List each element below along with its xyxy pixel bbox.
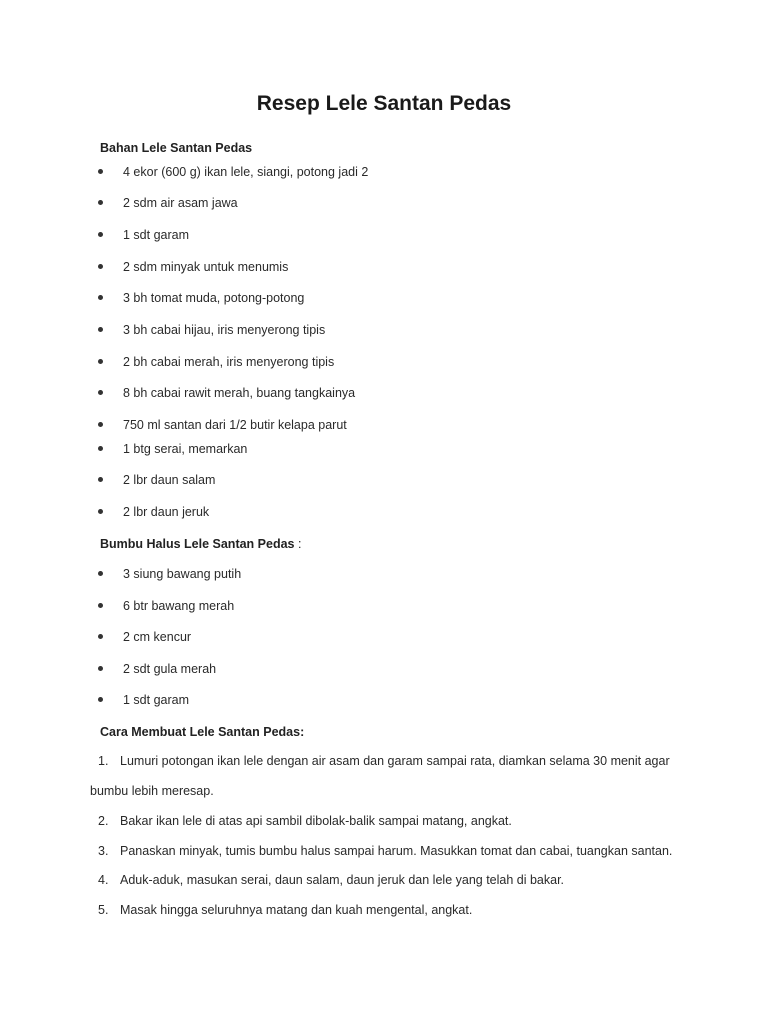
section-heading-bumbu-text: Bumbu Halus Lele Santan Pedas — [100, 537, 295, 551]
section-heading-bumbu — [100, 536, 301, 552]
list-item-text: 2 cm kencur — [123, 630, 192, 644]
list-item — [98, 195, 238, 211]
list-item-text: 1 btg serai, memarkan — [123, 442, 248, 456]
step-text: Bakar ikan lele di atas api sambil dibolak-balik sampai matang, angkat. — [120, 814, 512, 828]
bullet-icon — [98, 603, 103, 608]
list-item — [98, 417, 347, 433]
list-item-text: 2 sdm minyak untuk menumis — [123, 260, 289, 274]
bullet-icon — [98, 295, 103, 300]
list-item — [98, 629, 191, 645]
step-text: Panaskan minyak, tumis bumbu halus sampai harum. Masukkan tomat dan cabai, tuangkan santan. — [120, 844, 673, 858]
step-item — [98, 902, 472, 918]
list-item — [98, 164, 368, 180]
section-heading-cara: Cara Membuat Lele Santan Pedas: — [100, 725, 305, 739]
step-continuation: bumbu lebih meresap. — [90, 784, 214, 798]
bullet-icon — [98, 571, 103, 576]
list-item — [98, 661, 216, 677]
bullet-icon — [98, 232, 103, 237]
list-item-text: 3 bh cabai hijau, iris menyerong tipis — [123, 323, 326, 337]
bullet-icon — [98, 169, 103, 174]
step-number: 1. — [98, 754, 109, 768]
step-number: 5. — [98, 903, 109, 917]
list-item — [98, 354, 334, 370]
bullet-icon — [98, 634, 103, 639]
list-item — [98, 227, 189, 243]
list-item — [98, 290, 304, 306]
bullet-icon — [98, 666, 103, 671]
bullet-icon — [98, 359, 103, 364]
step-number: 2. — [98, 814, 109, 828]
list-item-text: 2 lbr daun jeruk — [123, 505, 210, 519]
list-item-text: 2 lbr daun salam — [123, 473, 216, 487]
list-item — [98, 566, 241, 582]
step-text: Masak hingga seluruhnya matang dan kuah mengental, angkat. — [120, 903, 473, 917]
list-item-text: 2 sdt gula merah — [123, 662, 217, 676]
list-item-text: 3 bh tomat muda, potong-potong — [123, 291, 305, 305]
list-item — [98, 385, 355, 401]
step-number: 3. — [98, 844, 109, 858]
bullet-icon — [98, 697, 103, 702]
bullet-icon — [98, 200, 103, 205]
list-item-text: 8 bh cabai rawit merah, buang tangkainya — [123, 386, 356, 400]
section-heading-bumbu-suffix: : — [294, 537, 302, 551]
list-item — [98, 322, 325, 338]
bullet-icon — [98, 422, 103, 427]
list-item — [98, 472, 215, 488]
step-item — [98, 843, 672, 859]
bullet-icon — [98, 327, 103, 332]
section-heading-bahan: Bahan Lele Santan Pedas — [100, 141, 253, 155]
list-item-text: 3 siung bawang putih — [123, 567, 242, 581]
list-item-text: 750 ml santan dari 1/2 butir kelapa parut — [123, 418, 347, 432]
bullet-icon — [98, 390, 103, 395]
list-item — [98, 692, 189, 708]
list-item-text: 1 sdt garam — [123, 693, 190, 707]
bullet-icon — [98, 477, 103, 482]
list-item — [98, 441, 247, 457]
bullet-icon — [98, 446, 103, 451]
list-item — [98, 504, 209, 520]
bullet-icon — [98, 509, 103, 514]
list-item-text: 6 btr bawang merah — [123, 599, 235, 613]
step-item — [98, 753, 670, 769]
step-number: 4. — [98, 873, 109, 887]
list-item-text: 1 sdt garam — [123, 228, 190, 242]
list-item-text: 2 sdm air asam jawa — [123, 196, 238, 210]
list-item — [98, 259, 288, 275]
list-item — [98, 598, 234, 614]
step-item — [98, 813, 512, 829]
step-text: Lumuri potongan ikan lele dengan air asam dan garam sampai rata, diamkan selama 30 menit agar — [120, 754, 670, 768]
list-item-text: 4 ekor (600 g) ikan lele, siangi, potong jadi 2 — [123, 165, 369, 179]
step-text: Aduk-aduk, masukan serai, daun salam, daun jeruk dan lele yang telah di bakar. — [120, 873, 565, 887]
list-item-text: 2 bh cabai merah, iris menyerong tipis — [123, 355, 335, 369]
bullet-icon — [98, 264, 103, 269]
page-title: Resep Lele Santan Pedas — [256, 92, 512, 115]
step-item — [98, 872, 564, 888]
